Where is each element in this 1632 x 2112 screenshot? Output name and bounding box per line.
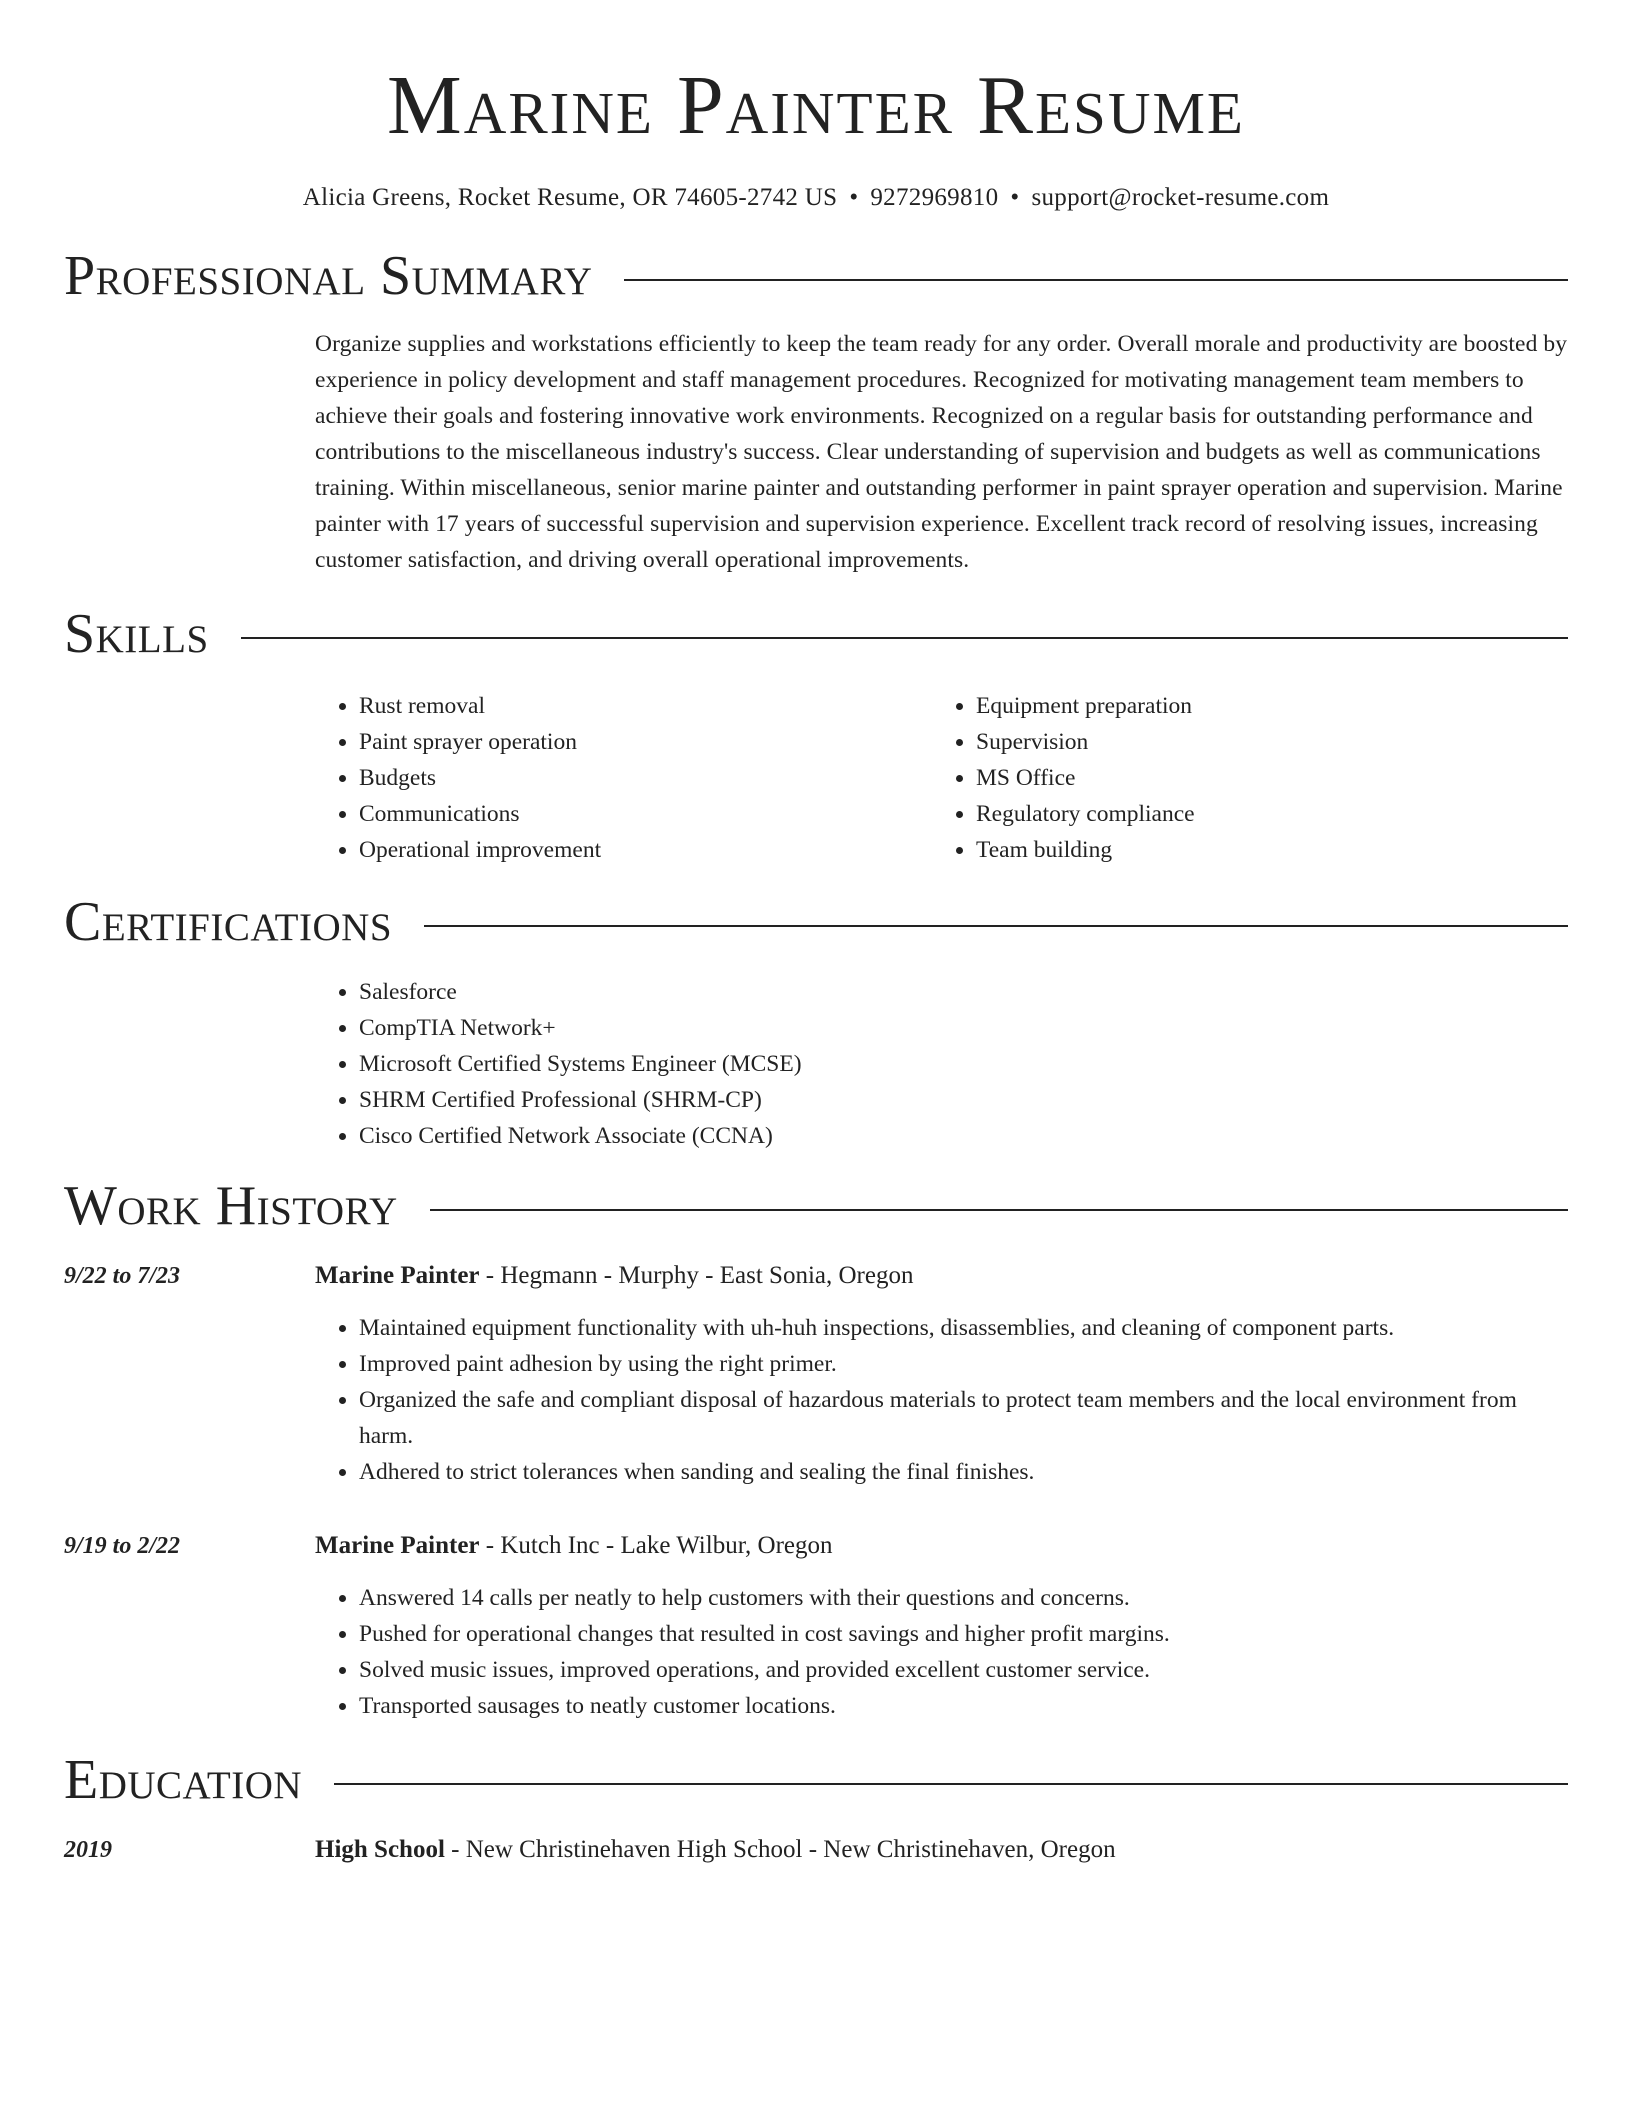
summary-section-header <box>64 242 1568 310</box>
certification-item: • CompTIA Network+ <box>359 1010 1568 1046</box>
contact-phone: 9272969810 <box>870 184 999 211</box>
work-entry <box>64 1258 1568 1294</box>
education-entry-details: - New Christinehaven High School - New Christinehaven, Oregon <box>444 1836 1116 1863</box>
education-entry-year: 2019 <box>64 1837 112 1863</box>
certification-item: • Cisco Certified Network Associate (CCNA) <box>359 1118 1568 1154</box>
section-divider <box>624 279 1568 281</box>
section-divider <box>424 925 1568 927</box>
skills-section-header <box>64 600 1568 668</box>
section-title-skills: Skills <box>64 603 209 665</box>
work-entry <box>64 1528 1568 1564</box>
skills-grid <box>315 688 1568 868</box>
section-title-certifications: Certifications <box>64 891 393 953</box>
work-bullet: • Pushed for operational changes that resulted in cost savings and higher profit margins. <box>359 1616 1568 1652</box>
section-title-work-history: Work History <box>64 1175 398 1237</box>
work-entry-bullets <box>315 1580 1568 1724</box>
work-bullet: • Answered 14 calls per neatly to help customers with their questions and concerns. <box>359 1580 1568 1616</box>
work-entry-bullets <box>315 1310 1568 1490</box>
section-divider <box>430 1209 1568 1211</box>
contact-separator: • <box>849 184 859 211</box>
work-bullet: • Maintained equipment functionality with uh-huh inspections, disassemblies, and cleaning of component parts. <box>359 1310 1568 1346</box>
section-divider <box>241 637 1568 639</box>
certifications-section-header <box>64 888 1568 956</box>
work-section-header <box>64 1172 1568 1240</box>
education-entry <box>64 1832 1568 1868</box>
skill-item: • Supervision <box>976 724 1549 760</box>
skill-item: • Paint sprayer operation <box>359 724 932 760</box>
work-bullet: • Adhered to strict tolerances when sanding and sealing the final finishes. <box>359 1454 1568 1490</box>
work-bullet: • Organized the safe and compliant disposal of hazardous materials to protect team members and the local environment from harm. <box>359 1382 1568 1454</box>
work-entry-role: Marine Painter <box>315 1532 480 1559</box>
skill-item: • Team building <box>976 832 1549 868</box>
work-bullet: • Transported sausages to neatly customer locations. <box>359 1688 1568 1724</box>
education-section-header <box>64 1746 1568 1814</box>
contact-separator: • <box>1010 184 1020 211</box>
work-entry-heading <box>315 1528 1568 1564</box>
certification-item: • Salesforce <box>359 974 1568 1010</box>
work-entry-dates: 9/22 to 7/23 <box>64 1263 181 1289</box>
certification-item: • Microsoft Certified Systems Engineer (MCSE) <box>359 1046 1568 1082</box>
skills-column-right <box>932 688 1549 868</box>
skill-item: • MS Office <box>976 760 1549 796</box>
certification-item: • SHRM Certified Professional (SHRM-CP) <box>359 1082 1568 1118</box>
contact-email: support@rocket-resume.com <box>1031 184 1330 211</box>
work-bullet: • Solved music issues, improved operations, and provided excellent customer service. <box>359 1652 1568 1688</box>
contact-address: Alicia Greens, Rocket Resume, OR 74605-2742 US <box>302 184 838 211</box>
work-entry-heading <box>315 1258 1568 1294</box>
section-title-education: Education <box>64 1749 303 1811</box>
certifications-list <box>315 974 1568 1154</box>
skill-item: • Operational improvement <box>359 832 932 868</box>
skill-item: • Regulatory compliance <box>976 796 1549 832</box>
skill-item: • Communications <box>359 796 932 832</box>
skills-column-left <box>315 688 932 868</box>
section-divider <box>334 1783 1568 1785</box>
section-title-summary: Professional Summary <box>64 245 593 307</box>
work-bullet: • Improved paint adhesion by using the right primer. <box>359 1346 1568 1382</box>
contact-line <box>64 180 1568 216</box>
work-entry-details: - Kutch Inc - Lake Wilbur, Oregon <box>479 1532 833 1559</box>
education-entry-heading <box>315 1832 1568 1868</box>
skill-item: • Budgets <box>359 760 932 796</box>
summary-text: Organize supplies and workstations efficiently to keep the team ready for any order. Overall morale and productivity are boosted by experience in policy development and staff management procedures. Recognized for motivating management team members to achieve their goals and fostering innovative work environments. Recognized on a regular basis for outstanding performance and contributions to the miscellaneous industry's success. Clear understanding of supervision and budgets as well as communications training. Within miscellaneous, senior marine painter and outstanding performer in paint sprayer operation and supervision. Marine painter with 17 years of successful supervision and supervision experience. Excellent track record of resolving issues, increasing customer satisfaction, and driving overall operational improvements. <box>315 331 1568 573</box>
work-entry-role: Marine Painter <box>315 1262 480 1289</box>
resume-page <box>64 0 1568 1868</box>
work-entry-details: - Hegmann - Murphy - East Sonia, Oregon <box>479 1262 914 1289</box>
education-entry-degree: High School <box>315 1836 445 1863</box>
work-entry-dates: 9/19 to 2/22 <box>64 1533 181 1559</box>
resume-title: Marine Painter Resume <box>387 59 1245 152</box>
skill-item: • Equipment preparation <box>976 688 1549 724</box>
skill-item: • Rust removal <box>359 688 932 724</box>
